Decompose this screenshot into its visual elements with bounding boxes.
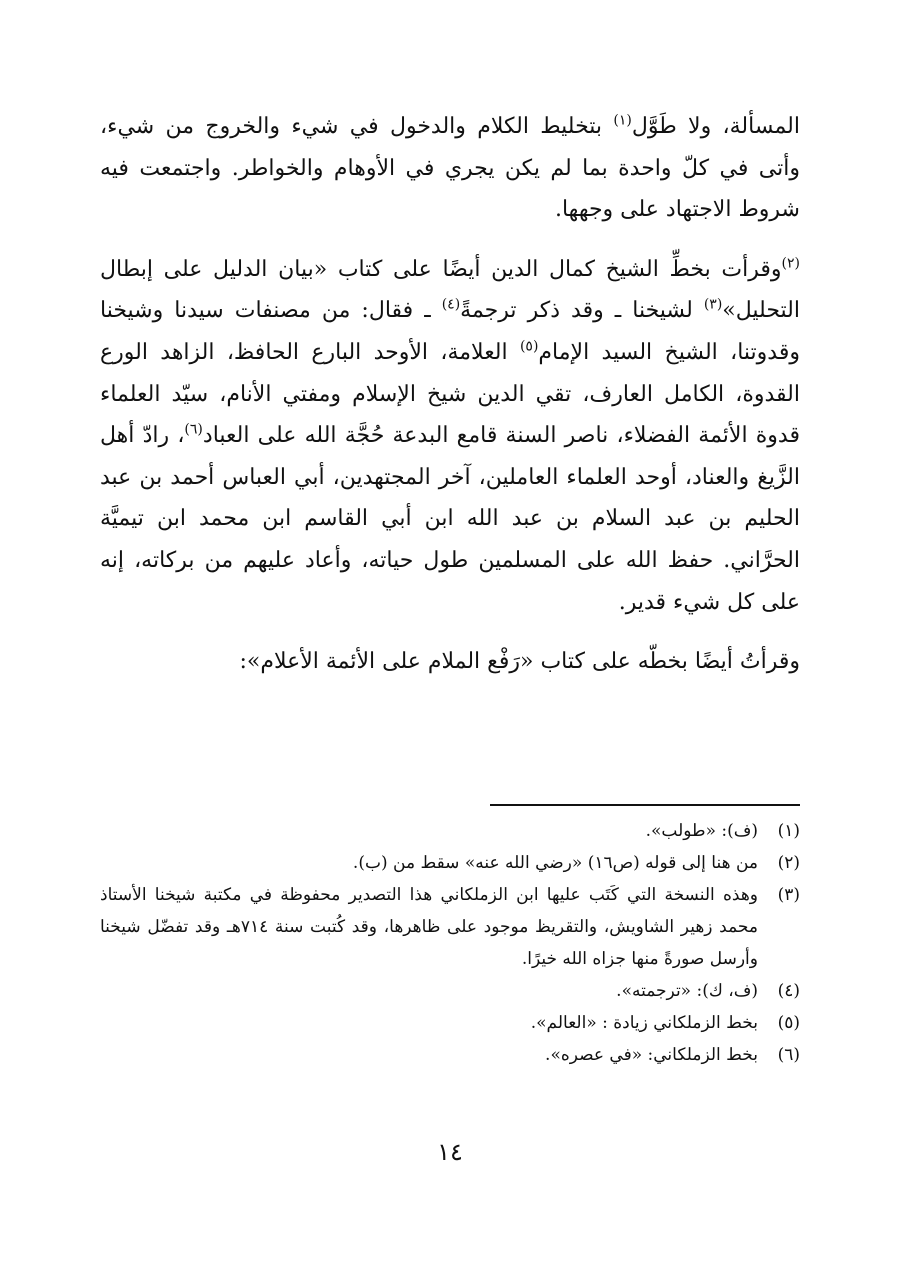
- paragraph-2: [100, 249, 800, 623]
- footnote-text: (ف، ك): «ترجمته».: [616, 981, 758, 1001]
- paragraph-3: وقرأتُ أيضًا بخطّه على كتاب «رَفْع الملام على الأئمة الأعلام»:: [239, 649, 800, 675]
- paragraph-1-text-2: بتخليط الكلام والدخول في شيء والخروج من شيء، وأتى في كلّ واحدة بما لم يكن يجري في الأوهام والخواطر. واجتمعت فيه شروط الاجتهاد على وجهها.: [100, 114, 800, 223]
- paragraph-2-text-1: وقرأت بخطِّ الشيخ كمال الدين أيضًا على كتاب «بيان الدليل على إبطال التحليل»: [100, 256, 800, 324]
- footnote-3: [100, 879, 800, 975]
- footnote-number: (٥): [777, 1013, 800, 1033]
- page-number: ١٤: [437, 1138, 463, 1166]
- footnote-4: [100, 975, 800, 1007]
- paragraph-2-text-3: ـ فقال: من مصنفات سيدنا وشيخنا وقدوتنا، الشيخ السيد الإمام: [100, 298, 800, 365]
- paragraph-2-text-4: العلامة، الأوحد البارع الحافظ، الزاهد الورع القدوة، الكامل العارف، تقي الدين شيخ الإسلام ومفتي الأنام، سيّد العلماء قدوة الأئمة الفضلاء، ناصر السنة قامع البدعة حُجَّة الله على العباد: [100, 339, 800, 449]
- footnote-text: بخط الزملكاني زيادة : «العالم».: [530, 1013, 758, 1033]
- footnote-ref-2: (٢): [781, 255, 800, 272]
- footnote-number: (١): [777, 821, 800, 841]
- footnote-ref-4: (٤): [441, 297, 461, 314]
- footnote-2: [100, 847, 800, 879]
- footnote-number: (٣): [777, 885, 800, 905]
- paragraph-1-text-1: المسألة، ولا طَوَّل: [631, 114, 800, 139]
- footnote-ref-6: (٦): [184, 421, 203, 438]
- footnote-divider: [490, 804, 800, 806]
- paragraph-2-text-2: لشيخنا ـ وقد ذكر ترجمةً: [460, 298, 704, 324]
- paragraph-2-text-5: ، رادّ أهل الزَّيغ والعناد، أوحد العلماء العاملين، آخر المجتهدين، أبي العباس أحمد بن عبد الحليم بن عبد السلام بن عبد الله ابن أبي القاسم ابن محمد ابن تيميَّة الحرَّاني. حفظ الله على المسلمين طول حياته، وأعاد عليهم من بركاته، إنه على كل شيء قدير.: [100, 423, 800, 615]
- footnote-1: [100, 815, 800, 847]
- footnote-ref-5: (٥): [519, 338, 539, 355]
- paragraph-1: [100, 106, 800, 231]
- footnote-ref-1: (١): [613, 112, 632, 129]
- footnote-number: (٤): [777, 981, 800, 1001]
- main-text: [100, 106, 800, 683]
- footnote-5: [100, 1007, 800, 1039]
- footnote-text: بخط الزملكاني: «في عصره».: [545, 1045, 758, 1065]
- footnote-number: (٢): [777, 853, 800, 873]
- footnote-number: (٦): [777, 1045, 800, 1065]
- footnote-text: وهذه النسخة التي كَتَب عليها ابن الزملكاني هذا التصدير محفوظة في مكتبة شيخنا الأستاذ محمد زهير الشاويش، والتقريظ موجود على ظاهرها، وقد كُتبت سنة ٧١٤هـ وقد تفضّل شيخنا وأرسل صورةً منها جزاه الله خيرًا.: [100, 885, 758, 969]
- footnotes: [100, 815, 800, 1071]
- footnote-ref-3: (٣): [703, 297, 723, 314]
- footnote-text: (ف): «طولب».: [645, 821, 758, 841]
- footnote-text: من هنا إلى قوله (ص١٦) «رضي الله عنه» سقط من (ب).: [352, 853, 758, 873]
- footnote-6: [100, 1039, 800, 1071]
